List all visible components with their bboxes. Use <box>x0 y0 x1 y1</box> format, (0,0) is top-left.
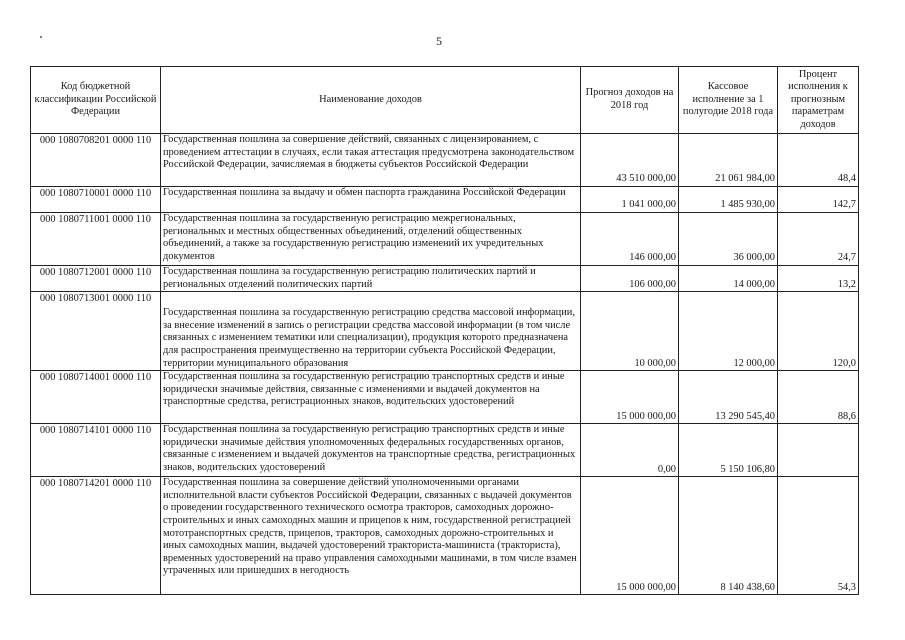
row-code: 000 1080711001 0000 110 <box>31 213 161 266</box>
row-forecast: 0,00 <box>581 424 679 477</box>
row-code: 000 1080712001 0000 110 <box>31 266 161 292</box>
row-execution: 1 485 930,00 <box>679 187 778 213</box>
table-row <box>31 371 859 424</box>
row-percent: 48,4 <box>778 134 859 187</box>
row-forecast: 146 000,00 <box>581 213 679 266</box>
row-forecast: 1 041 000,00 <box>581 187 679 213</box>
row-percent <box>778 424 859 477</box>
row-forecast: 15 000 000,00 <box>581 371 679 424</box>
table-row <box>31 477 859 595</box>
header-execution: Кассовое исполнение за 1 полугодие 2018 года <box>679 67 778 134</box>
row-percent: 88,6 <box>778 371 859 424</box>
row-execution: 12 000,00 <box>679 292 778 371</box>
row-code: 000 1080708201 0000 110 <box>31 134 161 187</box>
row-forecast: 10 000,00 <box>581 292 679 371</box>
row-code: 000 1080714201 0000 110 <box>31 477 161 595</box>
row-name: Государственная пошлина за выдачу и обмен паспорта гражданина Российской Федерации <box>161 187 581 213</box>
row-execution: 21 061 984,00 <box>679 134 778 187</box>
row-code: 000 1080714001 0000 110 <box>31 371 161 424</box>
row-percent: 54,3 <box>778 477 859 595</box>
table-row <box>31 213 859 266</box>
row-execution: 5 150 106,80 <box>679 424 778 477</box>
scan-speck <box>40 36 42 38</box>
table-header-row <box>31 67 859 134</box>
row-forecast: 15 000 000,00 <box>581 477 679 595</box>
row-execution: 36 000,00 <box>679 213 778 266</box>
row-percent: 13,2 <box>778 266 859 292</box>
header-forecast: Прогноз доходов на 2018 год <box>581 67 679 134</box>
row-percent: 142,7 <box>778 187 859 213</box>
header-percent: Процент исполнения к прогнозным параметрам доходов <box>778 67 859 134</box>
row-forecast: 106 000,00 <box>581 266 679 292</box>
table-row <box>31 424 859 477</box>
row-code: 000 1080710001 0000 110 <box>31 187 161 213</box>
row-percent: 120,0 <box>778 292 859 371</box>
row-execution: 13 290 545,40 <box>679 371 778 424</box>
table-row <box>31 134 859 187</box>
table-row <box>31 292 859 371</box>
row-name: Государственная пошлина за государственную регистрацию средства массовой информации, за внесение изменений в запись о регистрации средства массовой информации (в том числе связанных с изменением тематики или специализации), продукция которого предназначена для распространения преимущественно на территории субъекта Российской Федерации, территории муниципального образования <box>161 292 581 371</box>
header-code: Код бюджетной классификации Российской Федерации <box>31 67 161 134</box>
row-name: Государственная пошлина за государственную регистрацию политических партий и региональных отделений политических партий <box>161 266 581 292</box>
row-name: Государственная пошлина за государственную регистрацию транспортных средств и иные юридически значимые действия уполномоченных федеральных государственных органов, связанные с изменением и выдачей документов на транспортные средства, регистрационных знаков, водительских удостоверений <box>161 424 581 477</box>
row-execution: 8 140 438,60 <box>679 477 778 595</box>
row-name: Государственная пошлина за государственную регистрацию межрегиональных, региональных и местных общественных объединений, отделений общественных объединений, а также за государственную регистрацию изменений их учредительных документов <box>161 213 581 266</box>
row-name: Государственная пошлина за совершение действий уполномоченными органами исполнительной власти субъектов Российской Федерации, связанных с выдачей документов о проведении государственного технического осмотра тракторов, самоходных дорожно-строительных и иных самоходных машин и прицепов к ним, государственной регистрацией мототранспортных средств, прицепов, тракторов, самоходных дорожно-строительных и иных самоходных машин, выдачей удостоверений тракториста-машиниста (тракториста), временных удостоверений на право управления самоходными машинами, в том числе взамен утраченных или пришедших в негодность <box>161 477 581 595</box>
header-name: Наименование доходов <box>161 67 581 134</box>
row-forecast: 43 510 000,00 <box>581 134 679 187</box>
row-code: 000 1080714101 0000 110 <box>31 424 161 477</box>
revenue-table <box>30 66 859 595</box>
row-execution: 14 000,00 <box>679 266 778 292</box>
table-row <box>31 266 859 292</box>
row-name: Государственная пошлина за совершение действий, связанных с лицензированием, с проведением аттестации в случаях, если такая аттестация предусмотрена законодательством Российской Федерации, зачисляемая в бюджеты субъектов Российской Федерации <box>161 134 581 187</box>
page-number: 5 <box>436 34 442 48</box>
row-code: 000 1080713001 0000 110 <box>31 292 161 371</box>
row-name: Государственная пошлина за государственную регистрацию транспортных средств и иные юридически значимые действия, связанные с изменениями и выдачей документов на транспортные средства, регистрационных знаков, водительских удостоверений <box>161 371 581 424</box>
table-row <box>31 187 859 213</box>
row-percent: 24,7 <box>778 213 859 266</box>
